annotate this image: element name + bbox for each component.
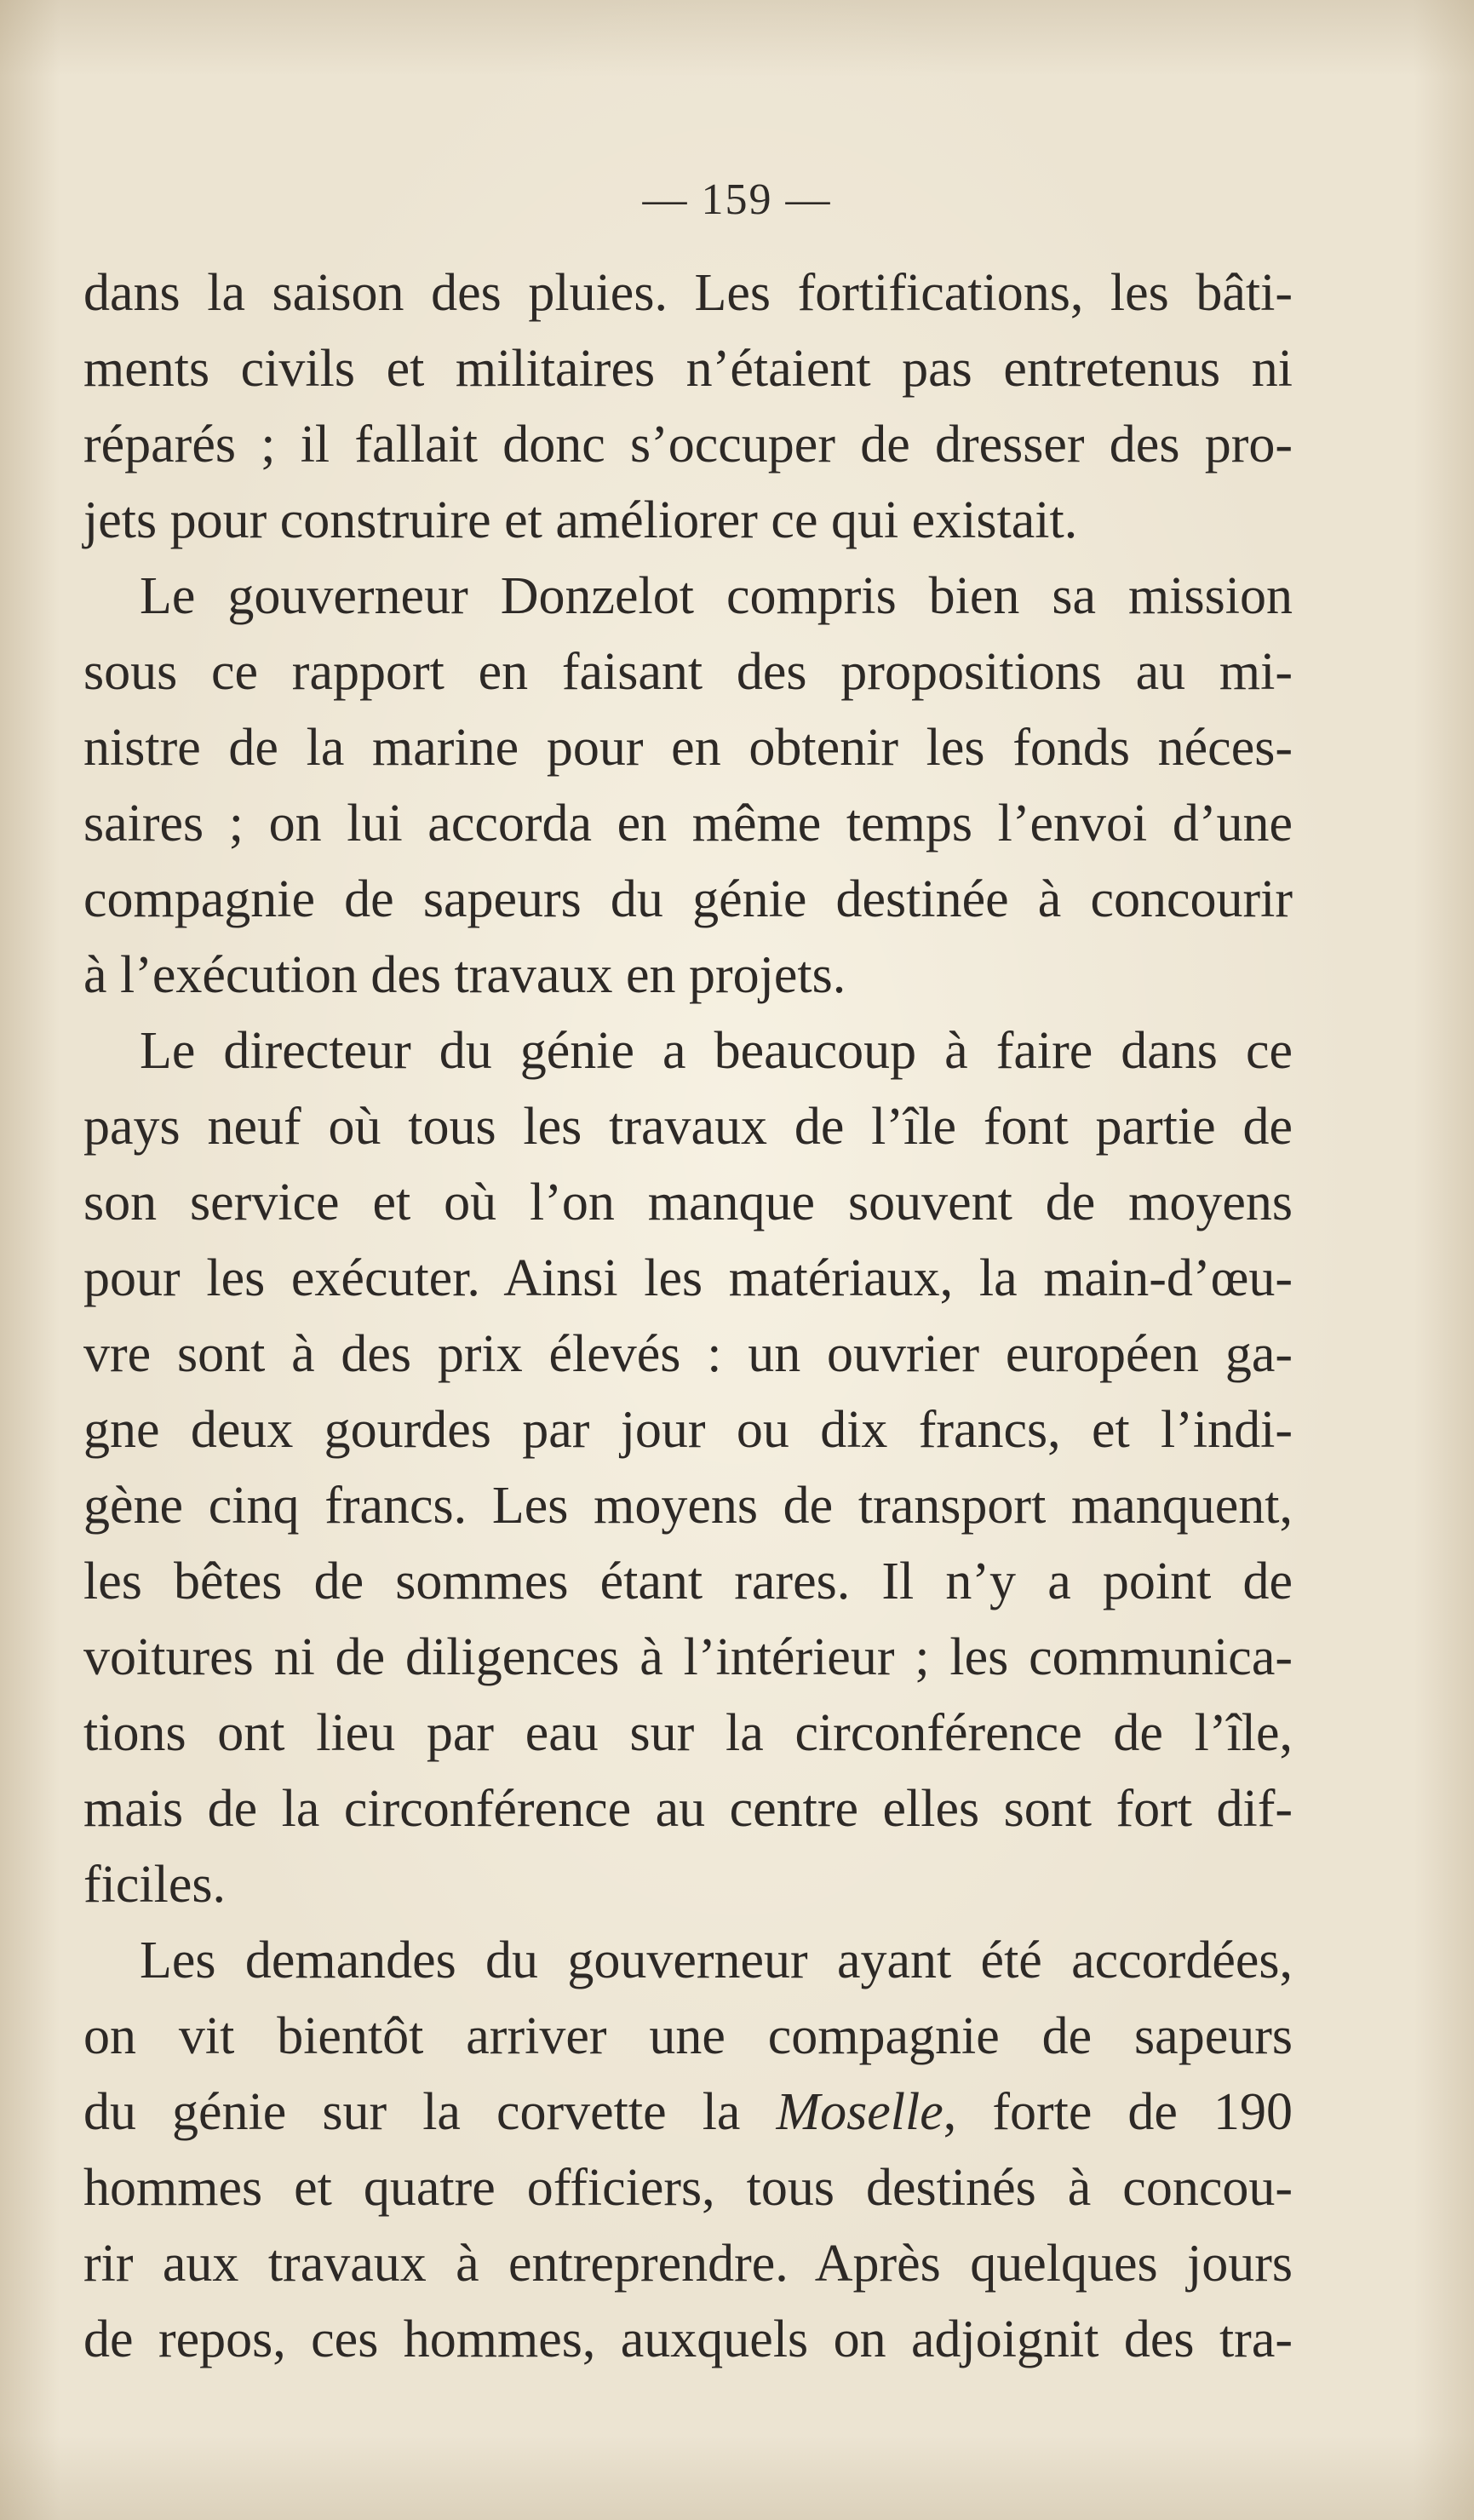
paragraph-4 (83, 1923, 1293, 2378)
text-line: rir aux travaux à entreprendre. Après quelques jours (83, 2235, 1293, 2293)
text-line: sous ce rapport en faisant des propositions au mi- (83, 643, 1293, 701)
text-line: gne deux gourdes par jour ou dix francs, et l’indi- (83, 1401, 1293, 1459)
paragraph-1 (83, 255, 1293, 559)
text-line: voitures ni de diligences à l’intérieur ; les communica- (83, 1628, 1293, 1686)
body-text (83, 255, 1293, 2378)
text-segment: du génie sur la corvette la (83, 2083, 777, 2141)
text-line: à l’exécution des travaux en projets. (83, 946, 846, 1004)
text-segment: , forte de 190 (943, 2083, 1293, 2141)
text-line: hommes et quatre officiers, tous destinés à concou- (83, 2159, 1293, 2217)
text-line: saires ; on lui accorda en même temps l’envoi d’une (83, 795, 1293, 852)
text-line: pour les exécuter. Ainsi les matériaux, la main-d’œu- (83, 1249, 1293, 1307)
text-line: Les demandes du gouverneur ayant été accordées, (140, 1932, 1293, 1989)
text-line: tions ont lieu par eau sur la circonférence de l’île, (83, 1704, 1293, 1762)
text-line: réparés ; il fallait donc s’occuper de dresser des pro- (83, 416, 1293, 474)
text-line: Le directeur du génie a beaucoup à faire dans ce (140, 1022, 1293, 1080)
text-line-with-italic (83, 2075, 1293, 2150)
text-line: dans la saison des pluies. Les fortifications, les bâti- (83, 264, 1293, 322)
text-line: jets pour construire et améliorer ce qui existait. (83, 491, 1078, 549)
text-line: pays neuf où tous les travaux de l’île font partie de (83, 1098, 1293, 1156)
paragraph-3 (83, 1013, 1293, 1923)
text-line: Le gouverneur Donzelot compris bien sa mission (140, 567, 1293, 625)
text-line: ments civils et militaires n’étaient pas entretenus ni (83, 340, 1293, 398)
text-line: de repos, ces hommes, auxquels on adjoignit des tra- (83, 2310, 1293, 2368)
text-line: mais de la circonférence au centre elles sont fort dif- (83, 1780, 1293, 1838)
text-line: nistre de la marine pour en obtenir les fonds néces- (83, 719, 1293, 777)
text-line: vre sont à des prix élevés : un ouvrier européen ga- (83, 1325, 1293, 1383)
text-line: ficiles. (83, 1856, 226, 1914)
text-line: gène cinq francs. Les moyens de transport manquent, (83, 1477, 1293, 1535)
paragraph-2 (83, 559, 1293, 1013)
text-line: son service et où l’on manque souvent de moyens (83, 1174, 1293, 1231)
ship-name: Moselle (776, 2083, 943, 2141)
text-line: les bêtes de sommes étant rares. Il n’y a point de (83, 1553, 1293, 1610)
text-line: on vit bientôt arriver une compagnie de sapeurs (83, 2007, 1293, 2065)
text-line: compagnie de sapeurs du génie destinée à concourir (83, 870, 1293, 928)
page-number: — 159 — (642, 175, 832, 224)
